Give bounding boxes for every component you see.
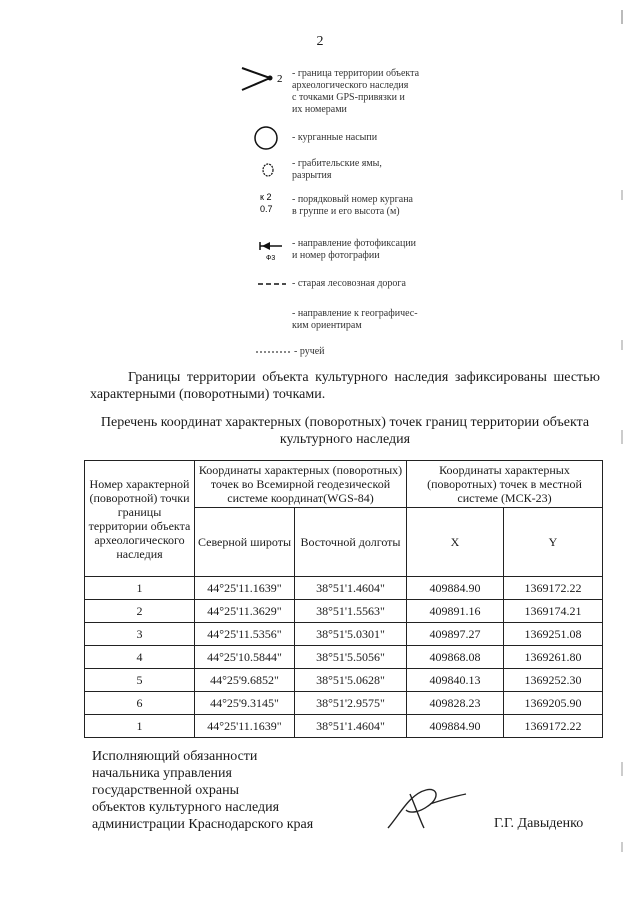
cell-longitude: 38°51'2.9575" xyxy=(295,692,407,715)
cell-longitude: 38°51'5.0301" xyxy=(295,623,407,646)
cell-y: 1369205.90 xyxy=(504,692,603,715)
cell-y: 1369174.21 xyxy=(504,600,603,623)
cell-point-number: 4 xyxy=(85,646,195,669)
cell-x: 409868.08 xyxy=(407,646,504,669)
header-point-number: Номер характерной (поворотной) точки границы территории объекта археологического наследия xyxy=(85,461,195,577)
cell-y: 1369251.08 xyxy=(504,623,603,646)
cell-point-number: 2 xyxy=(85,600,195,623)
table-row xyxy=(85,692,603,715)
cell-latitude: 44°25'11.3629" xyxy=(195,600,295,623)
header-msk23: Координаты характерных (поворотных) точек в местной системе (МСК-23) xyxy=(407,461,603,508)
table-title: Перечень координат характерных (поворотных) точек границ территории объекта культурного наследия xyxy=(100,415,590,447)
cell-point-number: 1 xyxy=(85,577,195,600)
cell-y: 1369261.80 xyxy=(504,646,603,669)
cell-longitude: 38°51'5.5056" xyxy=(295,646,407,669)
cell-longitude: 38°51'5.0628" xyxy=(295,669,407,692)
table-row xyxy=(85,646,603,669)
orientation-icon xyxy=(230,306,290,346)
header-wgs84: Координаты характерных (поворотных) точек во Всемирной геодезической системе координат(WGS-84) xyxy=(195,461,407,508)
cell-x: 409828.23 xyxy=(407,692,504,715)
legend-boundary-symbol: 2 xyxy=(277,73,283,85)
cell-y: 1369252.30 xyxy=(504,669,603,692)
cell-latitude: 44°25'9.3145" xyxy=(195,692,295,715)
legend-text-photo: - направление фотофиксации и номер фотографии xyxy=(292,238,417,261)
cell-latitude: 44°25'11.1639" xyxy=(195,715,295,738)
cell-latitude: 44°25'11.1639" xyxy=(195,577,295,600)
signature-position: Исполняющий обязанности начальника управления государственной охраны объектов культурного наследия администрации Краснодарского края xyxy=(92,749,314,832)
cell-x: 409884.90 xyxy=(407,577,504,600)
legend-text-stream: - ручей xyxy=(294,346,325,357)
cell-longitude: 38°51'1.4604" xyxy=(295,715,407,738)
cell-point-number: 1 xyxy=(85,715,195,738)
cell-longitude: 38°51'1.4604" xyxy=(295,577,407,600)
margin-marks xyxy=(612,0,632,905)
svg-text:к 2: к 2 xyxy=(260,192,272,202)
signatory-name: Г.Г. Давыденко xyxy=(494,816,584,831)
legend-text-kurgans: - курганные насыпи xyxy=(292,132,378,143)
svg-text:0.7: 0.7 xyxy=(260,204,273,214)
boundary-paragraph: Границы территории объекта культурного наследия зафиксированы шестью характерными (поворотными) точками. xyxy=(90,370,600,402)
subheader-y: Y xyxy=(504,508,603,577)
legend-text-orientation: - направление к географичес- ким ориентирам xyxy=(292,308,418,331)
cell-x: 409884.90 xyxy=(407,715,504,738)
table-row xyxy=(85,715,603,738)
table-header-row xyxy=(85,461,603,508)
table-row xyxy=(85,623,603,646)
cell-point-number: 3 xyxy=(85,623,195,646)
cell-x: 409897.27 xyxy=(407,623,504,646)
legend-text-pits: - грабительские ямы, разрытия xyxy=(292,158,382,181)
cell-latitude: 44°25'9.6852" xyxy=(195,669,295,692)
photo-direction-icon xyxy=(230,236,290,276)
legend-text-kurgan-number: - порядковый номер кургана в группе и его высота (м) xyxy=(292,194,413,217)
cell-point-number: 6 xyxy=(85,692,195,715)
subheader-longitude: Восточной долготы xyxy=(295,508,407,577)
coordinates-table xyxy=(84,460,603,738)
subheader-latitude: Северной широты xyxy=(195,508,295,577)
svg-text:Ф3: Ф3 xyxy=(266,255,276,262)
table-row xyxy=(85,577,603,600)
cell-y: 1369172.22 xyxy=(504,577,603,600)
cell-x: 409840.13 xyxy=(407,669,504,692)
boundary-point-icon xyxy=(230,62,290,102)
page-number: 2 xyxy=(316,34,324,49)
cell-latitude: 44°25'10.5844" xyxy=(195,646,295,669)
subheader-x: X xyxy=(407,508,504,577)
cell-x: 409891.16 xyxy=(407,600,504,623)
table-row xyxy=(85,600,603,623)
legend-text-road: - старая лесовозная дорога xyxy=(292,278,406,289)
legend-text-boundary: - граница территории объекта археологического наследия с точками GPS-привязки и их номерами xyxy=(292,68,420,115)
cell-y: 1369172.22 xyxy=(504,715,603,738)
handwritten-signature xyxy=(380,784,470,834)
kurgan-number-icon xyxy=(230,190,290,230)
cell-point-number: 5 xyxy=(85,669,195,692)
cell-longitude: 38°51'1.5563" xyxy=(295,600,407,623)
cell-latitude: 44°25'11.5356" xyxy=(195,623,295,646)
table-row xyxy=(85,669,603,692)
